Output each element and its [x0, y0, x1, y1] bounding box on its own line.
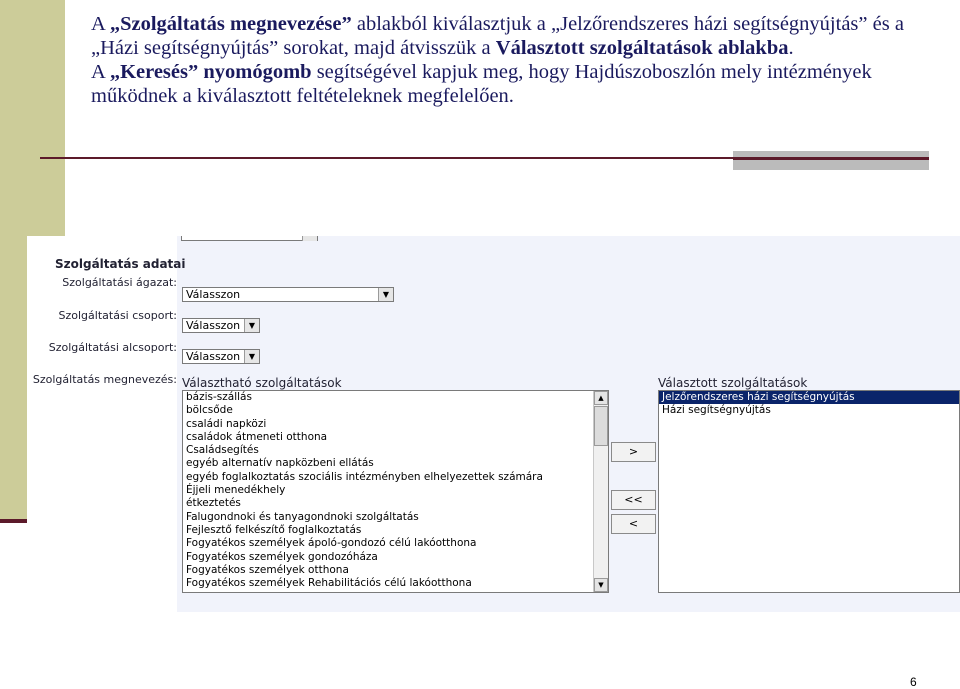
list-item[interactable]: Fogyatékos személyek otthona — [186, 563, 349, 576]
section-title: Szolgáltatás adatai — [55, 257, 186, 271]
p1-bold-target: Választott szolgáltatások ablakba — [495, 37, 789, 59]
label-alcsoport: Szolgáltatási alcsoport: — [48, 341, 177, 354]
scrollbar[interactable] — [593, 391, 608, 592]
available-list[interactable] — [182, 390, 609, 593]
paragraph-2 — [91, 60, 931, 108]
chevron-down-icon — [302, 236, 317, 241]
list-item[interactable]: Fogyatékos személyek Rehabilitációs célú lakóotthona — [186, 577, 472, 590]
chevron-down-icon[interactable]: ▼ — [378, 288, 393, 301]
p2-suffix: segítségével kapjuk meg, hogy Hajdúszoboszlón mely intézmények működnek a kiválasztott feltételeknek megfelelően. — [91, 61, 872, 107]
available-items — [183, 391, 608, 590]
slide-rule-block — [733, 151, 929, 170]
select-alcsoport[interactable] — [182, 349, 260, 364]
slide-rule-block-line — [733, 157, 929, 160]
list-item[interactable]: családi napközi — [186, 417, 267, 430]
selected-list-item[interactable]: Jelzőrendszeres házi segítségnyújtás — [659, 391, 959, 404]
list-item[interactable]: egyéb alternatív napközbeni ellátás — [186, 457, 374, 470]
select-agazat-value: Válasszon — [186, 288, 241, 301]
scroll-down-icon[interactable]: ▼ — [594, 578, 608, 592]
selected-list-title: Választott szolgáltatások — [658, 376, 808, 390]
remove-all-button[interactable]: << — [611, 490, 656, 510]
list-item[interactable]: bölcsőde — [186, 404, 233, 417]
select-csoport[interactable] — [182, 318, 260, 333]
selected-list-item[interactable]: Házi segítségnyújtás — [662, 404, 771, 417]
label-megnevezes: Szolgáltatás megnevezés: — [32, 373, 177, 386]
select-csoport-value: Válasszon — [186, 319, 241, 332]
p1-middle: ablakból kiválasztjuk a „Jelzőrendszeres házi segítségnyújtás” és a „Házi segítségnyújtás” sorokat, majd átvisszük a — [91, 13, 904, 59]
select-agazat[interactable] — [182, 287, 394, 302]
list-item[interactable]: Fejlesztő felkészítő foglalkoztatás — [186, 523, 362, 536]
list-item[interactable]: egyéb foglalkoztatás szociális intézményben elhelyezettek számára — [186, 470, 543, 483]
label-csoport: Szolgáltatási csoport: — [58, 309, 177, 322]
selected-items — [659, 391, 959, 418]
list-item[interactable]: Fogyatékos személyek ápoló-gondozó célú lakóotthona — [186, 537, 477, 550]
chevron-down-icon[interactable]: ▼ — [244, 350, 259, 363]
add-button[interactable]: > — [611, 442, 656, 462]
page-number: 6 — [910, 675, 917, 689]
form-label-column — [27, 236, 177, 612]
selected-list[interactable] — [658, 390, 960, 593]
cropped-select[interactable] — [181, 236, 318, 241]
list-item[interactable]: Éjjeli menedékhely — [186, 484, 286, 497]
list-item[interactable]: Falugondnoki és tanyagondnoki szolgáltatás — [186, 510, 419, 523]
remove-button[interactable]: < — [611, 514, 656, 534]
p1-prefix: A — [91, 13, 110, 35]
chevron-down-icon[interactable]: ▼ — [244, 319, 259, 332]
list-item[interactable]: Családsegítés — [186, 444, 259, 457]
list-item[interactable]: bázis-szállás — [186, 391, 252, 403]
slide-text — [91, 12, 931, 108]
scroll-thumb[interactable] — [594, 406, 608, 446]
select-alcsoport-value: Válasszon — [186, 350, 241, 363]
scroll-up-icon[interactable]: ▲ — [594, 391, 608, 405]
list-item[interactable]: Fogyatékos személyek gondozóháza — [186, 550, 378, 563]
list-item[interactable]: családok átmeneti otthona — [186, 430, 328, 443]
p2-bold-button: „Keresés” nyomógomb — [109, 61, 312, 83]
label-agazat: Szolgáltatási ágazat: — [62, 276, 177, 289]
available-list-title: Választható szolgáltatások — [182, 376, 342, 390]
p1-suffix: . — [788, 37, 794, 59]
p1-bold-window-name: „Szolgáltatás megnevezése” — [109, 13, 352, 35]
form-screenshot — [27, 236, 960, 612]
list-item[interactable]: étkeztetés — [186, 497, 241, 510]
p2-prefix: A — [91, 61, 110, 83]
paragraph-1 — [91, 12, 931, 60]
